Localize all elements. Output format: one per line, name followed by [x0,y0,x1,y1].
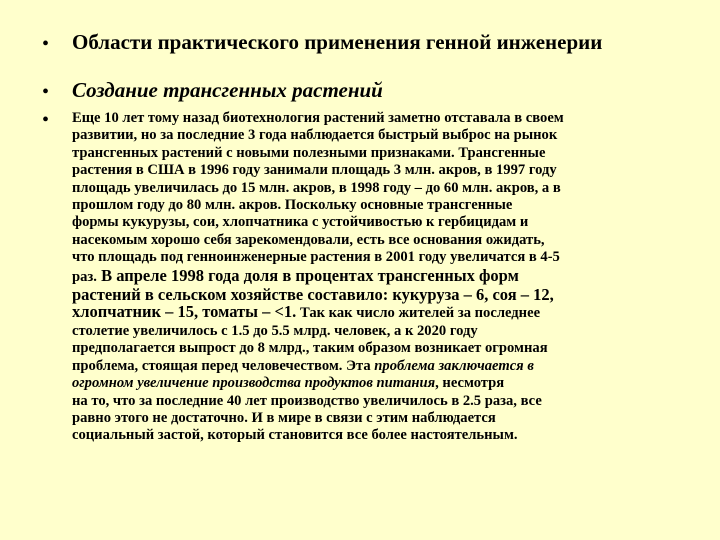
body-line [72,358,684,375]
slide-subtitle: Создание трансгенных растений [72,78,383,102]
highlight-text: В апреле 1998 года доля в процентах трансгенных форм [96,265,519,285]
italic-emphasis: проблема заключается в [374,357,534,374]
slide-title: Области практического применения генной инженерии [72,30,603,54]
body-text: , несмотря [435,375,505,392]
body-line: трансгенных растений с новыми полезными признаками. Трансгенные [72,144,546,161]
body-line: предполагается выпрост до 8 млрд., таким образом возникает огромная [72,340,548,357]
body-line: на то, что за последние 40 лет производство увеличилось в 2.5 раза, все [72,392,542,409]
body-line [72,267,684,286]
body-line: растения в США в 1996 году занимали площадь 3 млн. акров, в 1997 году [72,162,557,179]
body-text: Так как число жителей за последнее [296,305,541,322]
highlight-line: растений в сельском хозяйстве составило: кукуруза – 6, соя – 12, [72,285,554,305]
bullet-heading: • [42,33,50,55]
body-line: социальный застой, который становится все более настоятельным. [72,427,518,444]
bullet-subheading: • [42,81,50,103]
body-line: площадь увеличилась до 15 млн. акров, в 1998 году – до 60 млн. акров, а в [72,179,561,196]
bullet-body: • [42,109,50,131]
body-line [72,375,684,392]
highlight-text: хлопчатник – 15, томаты – <1. [72,302,297,322]
body-line: прошлом году до 80 млн. акров. Поскольку основные трансгенные [72,197,513,214]
body-line: столетие увеличилось с 1.5 до 5.5 млрд. человек, а к 2020 году [72,322,478,339]
body-line: насекомым хорошо себя зарекомендовали, есть все основания ожидать, [72,231,545,248]
body-line [72,303,684,322]
body-text: раз. [72,268,97,285]
body-line: равно этого не достаточно. И в мире в связи с этим наблюдается [72,409,496,426]
italic-emphasis: огромном увеличение производства продуктов питания [72,375,436,392]
body-paragraph [72,110,684,445]
body-text: проблема, стоящая перед человечеством. Эта [72,357,375,374]
body-line: Еще 10 лет тому назад биотехнология растений заметно отставала в своем [72,110,564,126]
body-line: формы кукурузы, сои, хлопчатника с устойчивостью к гербицидам и [72,214,529,231]
body-line: что площадь под генноинженерные растения в 2001 году увеличатся в 4-5 [72,249,560,266]
body-line: развитии, но за последние 3 года наблюдается быстрый выброс на рынок [72,127,558,144]
